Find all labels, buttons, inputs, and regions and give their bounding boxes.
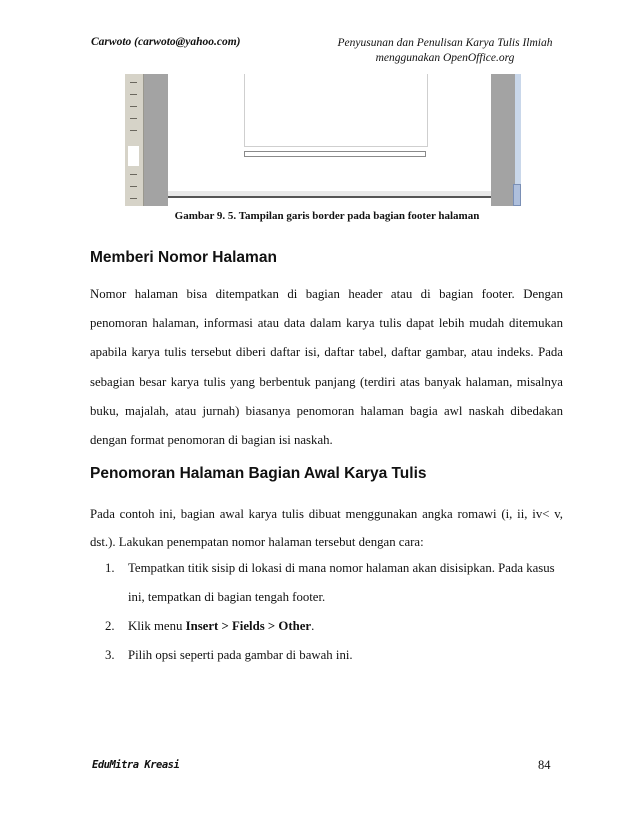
right-gray-margin [491,74,515,206]
figure-caption-text: Gambar 9. 5. Tampilan garis border pada bagian footer halaman [174,210,480,222]
list-item [90,612,566,641]
section-heading-front-matter: Penomoran Halaman Bagian Awal Karya Tulis [90,465,427,482]
list-item [90,554,566,612]
step-text-prefix: Klik menu [128,619,186,633]
page-number: 84 [538,758,551,772]
footer-border-screenshot [125,74,517,206]
section1-paragraph: Nomor halaman bisa ditempatkan di bagian header atau di bagian footer. Dengan penomoran halaman, informasi atau data dalam karya tulis dapat lebih mudah ditemukan apabila karya tulis tersebut diberi daftar isi, daftar tabel, daftar gambar, atau indeks. Pada sebagian besar karya tulis yang berbentuk panjang (terdiri atas banyak halaman, misalnya buku, majalah, atau jurnah) biasanya penomoran halaman bagia awl naskah dibedakan dengan format penomoran di bagian isi naskah. [90,287,563,448]
step-number: 2. [105,619,115,633]
steps-list [90,554,566,670]
step-number: 1. [105,561,115,575]
header-title-line1: Penyusunan dan Penulisan Karya Tulis Ilmiah [337,37,553,49]
text-area-boundary [244,74,428,147]
document-page-preview [168,74,493,198]
scroll-button-icon [513,184,521,206]
publisher-logo: EduMitra Kreasi [92,759,180,771]
section2-paragraph: Pada contoh ini, bagian awal karya tulis dibuat menggunakan angka romawi (i, ii, iv< v, dst.). Lakukan penempatan nomor halaman tersebut dengan cara: [90,507,563,549]
figure-caption [0,210,638,222]
page-bottom-edge [168,191,491,196]
left-gray-margin [144,74,168,206]
list-item [90,641,566,670]
header-title-line2: menggunakan OpenOffice.org [375,52,515,64]
step-text-suffix: . [311,619,315,633]
step-text: Pilih opsi seperti pada gambar di bawah ini. [128,648,353,662]
footer-border-line [244,151,426,157]
step-text: Tempatkan titik sisip di lokasi di mana nomor halaman akan disisipkan. Pada kasus ini, tempatkan di bagian tengah footer. [128,561,555,604]
header-author: Carwoto (carwoto@yahoo.com) [91,36,241,48]
header-title [330,36,560,66]
step-menu-path: Insert > Fields > Other [185,619,312,633]
section-heading-page-number: Memberi Nomor Halaman [90,249,277,266]
vertical-ruler [125,74,144,206]
step-number: 3. [105,648,115,662]
